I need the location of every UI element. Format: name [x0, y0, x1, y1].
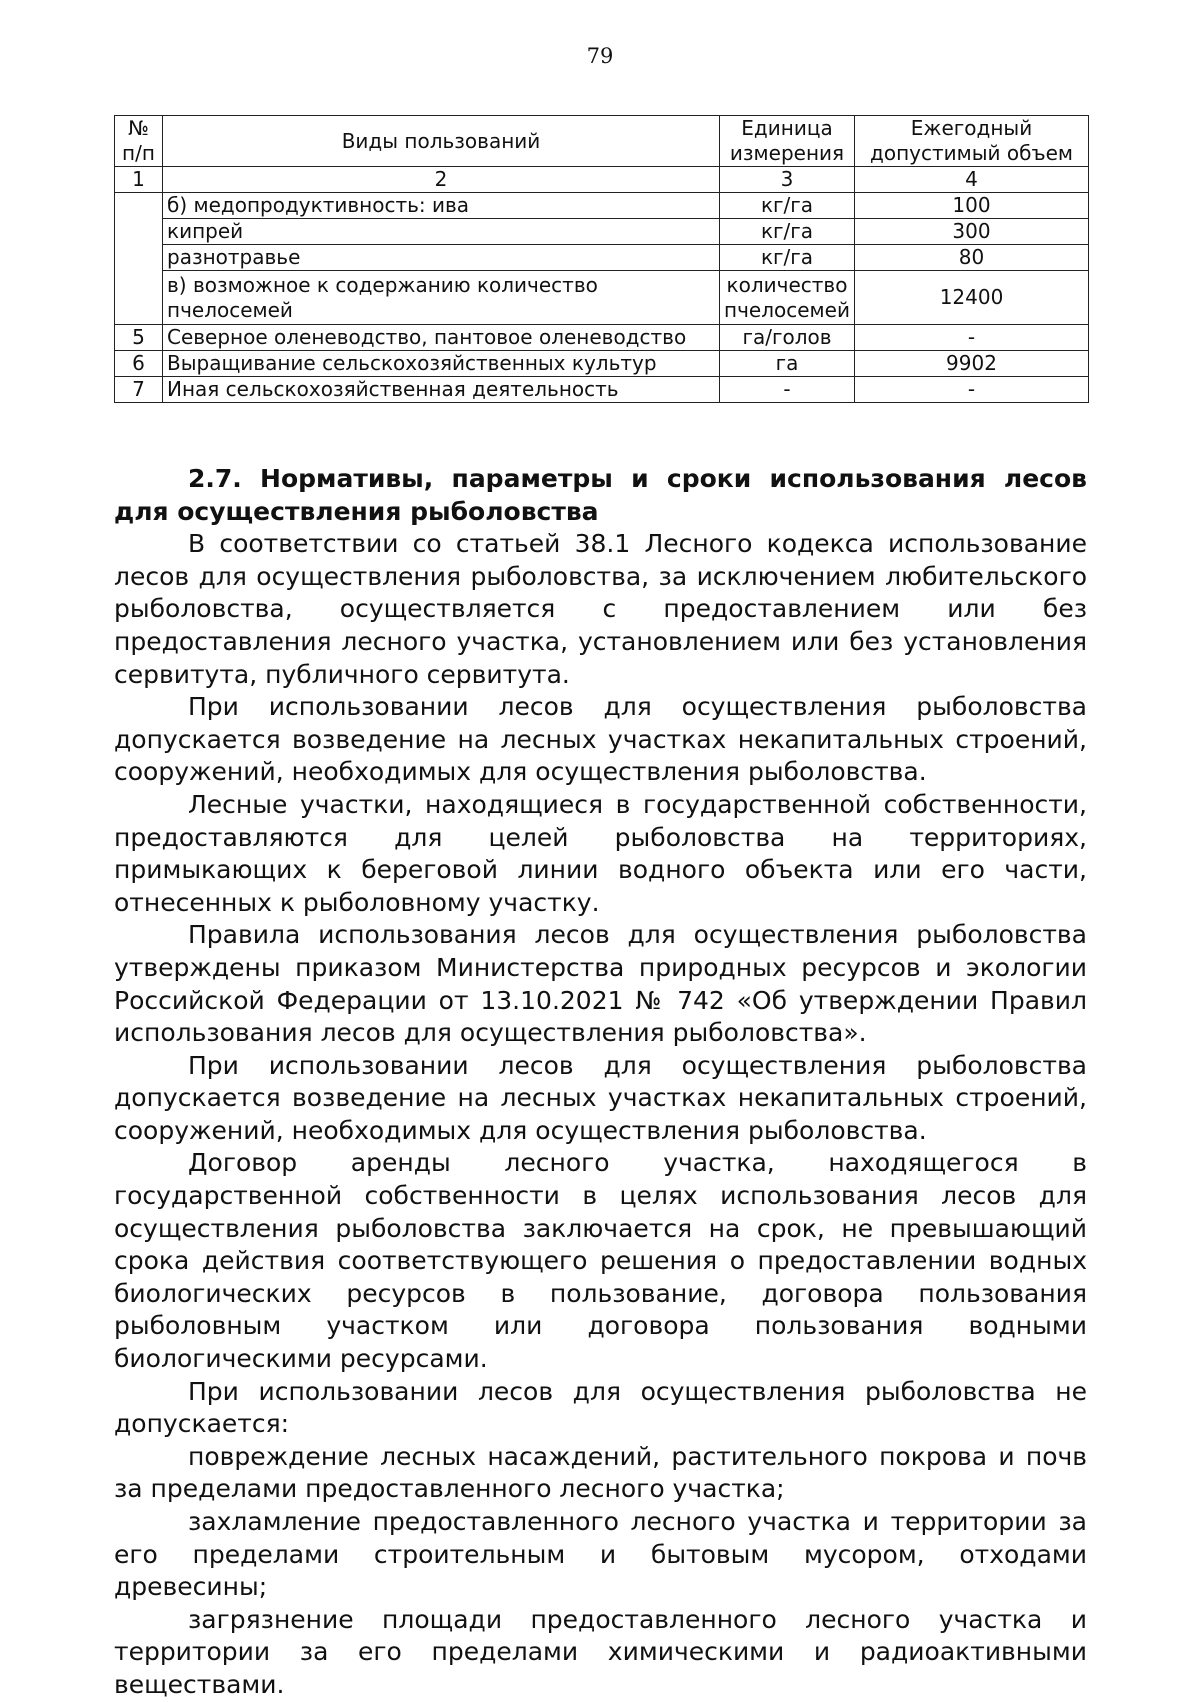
- row-unit: га: [720, 351, 855, 377]
- row-unit: кг/га: [720, 219, 855, 245]
- row-volume: -: [855, 377, 1089, 403]
- row-volume: 300: [855, 219, 1089, 245]
- paragraph: Договор аренды лесного участка, находящегося в государственной собственности в целях использования лесов для осуществления рыболовства заключается на срок, не превышающий срока действия соответствующего решения о предоставлении водных биологических ресурсов в пользование, договора пользования рыболовным участком или договора пользования водными биологическими ресурсами.: [114, 1148, 1087, 1374]
- row-type: Выращивание сельскохозяйственных культур: [163, 351, 720, 377]
- table-row: [115, 271, 1089, 325]
- table-row: [115, 325, 1089, 351]
- page-number: 79: [586, 44, 614, 68]
- row-volume: 9902: [855, 351, 1089, 377]
- row-type: разнотравье: [163, 245, 720, 271]
- paragraph: Лесные участки, находящиеся в государственной собственности, предоставляются для целей рыболовства на территориях, примыкающих к береговой линии водного объекта или его части, отнесенных к рыболовному участку.: [114, 789, 1087, 917]
- row-type: Северное оленеводство, пантовое оленеводство: [163, 325, 720, 351]
- row-type: кипрей: [163, 219, 720, 245]
- paragraph: При использовании лесов для осуществления рыболовства допускается возведение на лесных участках некапитальных строений, сооружений, необходимых для осуществления рыболовства.: [114, 1050, 1087, 1145]
- row-volume: -: [855, 325, 1089, 351]
- section-heading: 2.7. Нормативы, параметры и сроки использования лесов для осуществления рыболовства: [114, 464, 1087, 526]
- col-number: 2: [163, 167, 720, 193]
- row-num: 5: [115, 325, 163, 351]
- row-unit: кг/га: [720, 193, 855, 219]
- header-num: № п/п: [115, 116, 163, 167]
- row-unit: количество пчелосемей: [720, 271, 855, 325]
- list-item: загрязнение площади предоставленного лесного участка и территории за его пределами химическими и радиоактивными веществами.: [114, 1604, 1087, 1699]
- column-number-row: [115, 167, 1089, 193]
- col-number: 4: [855, 167, 1089, 193]
- table-row: [115, 219, 1089, 245]
- row-volume: 100: [855, 193, 1089, 219]
- row-unit: кг/га: [720, 245, 855, 271]
- row-type: б) медопродуктивность: ива: [163, 193, 720, 219]
- paragraph: В соответствии со статьей 38.1 Лесного кодекса использование лесов для осуществления рыболовства, за исключением любительского рыболовства, осуществляется с предоставлением или без предоставления лесного участка, установлением или без установления сервитута, публичного сервитута.: [114, 529, 1087, 689]
- row-num: 7: [115, 377, 163, 403]
- row-num: [115, 193, 163, 325]
- header-volume: Ежегодный допустимый объем: [855, 116, 1089, 167]
- table-row: [115, 351, 1089, 377]
- col-number: 3: [720, 167, 855, 193]
- row-volume: 80: [855, 245, 1089, 271]
- paragraph: При использовании лесов для осуществления рыболовства не допускается:: [114, 1376, 1087, 1439]
- row-unit: га/голов: [720, 325, 855, 351]
- section-body: [114, 463, 1087, 1702]
- paragraph: Правила использования лесов для осуществления рыболовства утверждены приказом Министерства природных ресурсов и экологии Российской Федерации от 13.10.2021 № 742 «Об утверждении Правил использования лесов для осуществления рыболовства».: [114, 920, 1087, 1048]
- row-num: 6: [115, 351, 163, 377]
- table-row: [115, 377, 1089, 403]
- header-unit: Единица измерения: [720, 116, 855, 167]
- table-row: [115, 193, 1089, 219]
- col-number: 1: [115, 167, 163, 193]
- header-type: Виды пользований: [163, 116, 720, 167]
- row-type: Иная сельскохозяйственная деятельность: [163, 377, 720, 403]
- row-type: в) возможное к содержанию количество пчелосемей: [163, 271, 720, 325]
- row-volume: 12400: [855, 271, 1089, 325]
- table-row: [115, 245, 1089, 271]
- paragraph: При использовании лесов для осуществления рыболовства допускается возведение на лесных участках некапитальных строений, сооружений, необходимых для осуществления рыболовства.: [114, 692, 1087, 787]
- list-item: захламление предоставленного лесного участка и территории за его пределами строительным и бытовым мусором, отходами древесины;: [114, 1507, 1087, 1602]
- list-item: повреждение лесных насаждений, растительного покрова и почв за пределами предоставленного лесного участка;: [114, 1441, 1087, 1504]
- table-header-row: [115, 116, 1089, 167]
- row-unit: -: [720, 377, 855, 403]
- usage-table: [114, 115, 1089, 403]
